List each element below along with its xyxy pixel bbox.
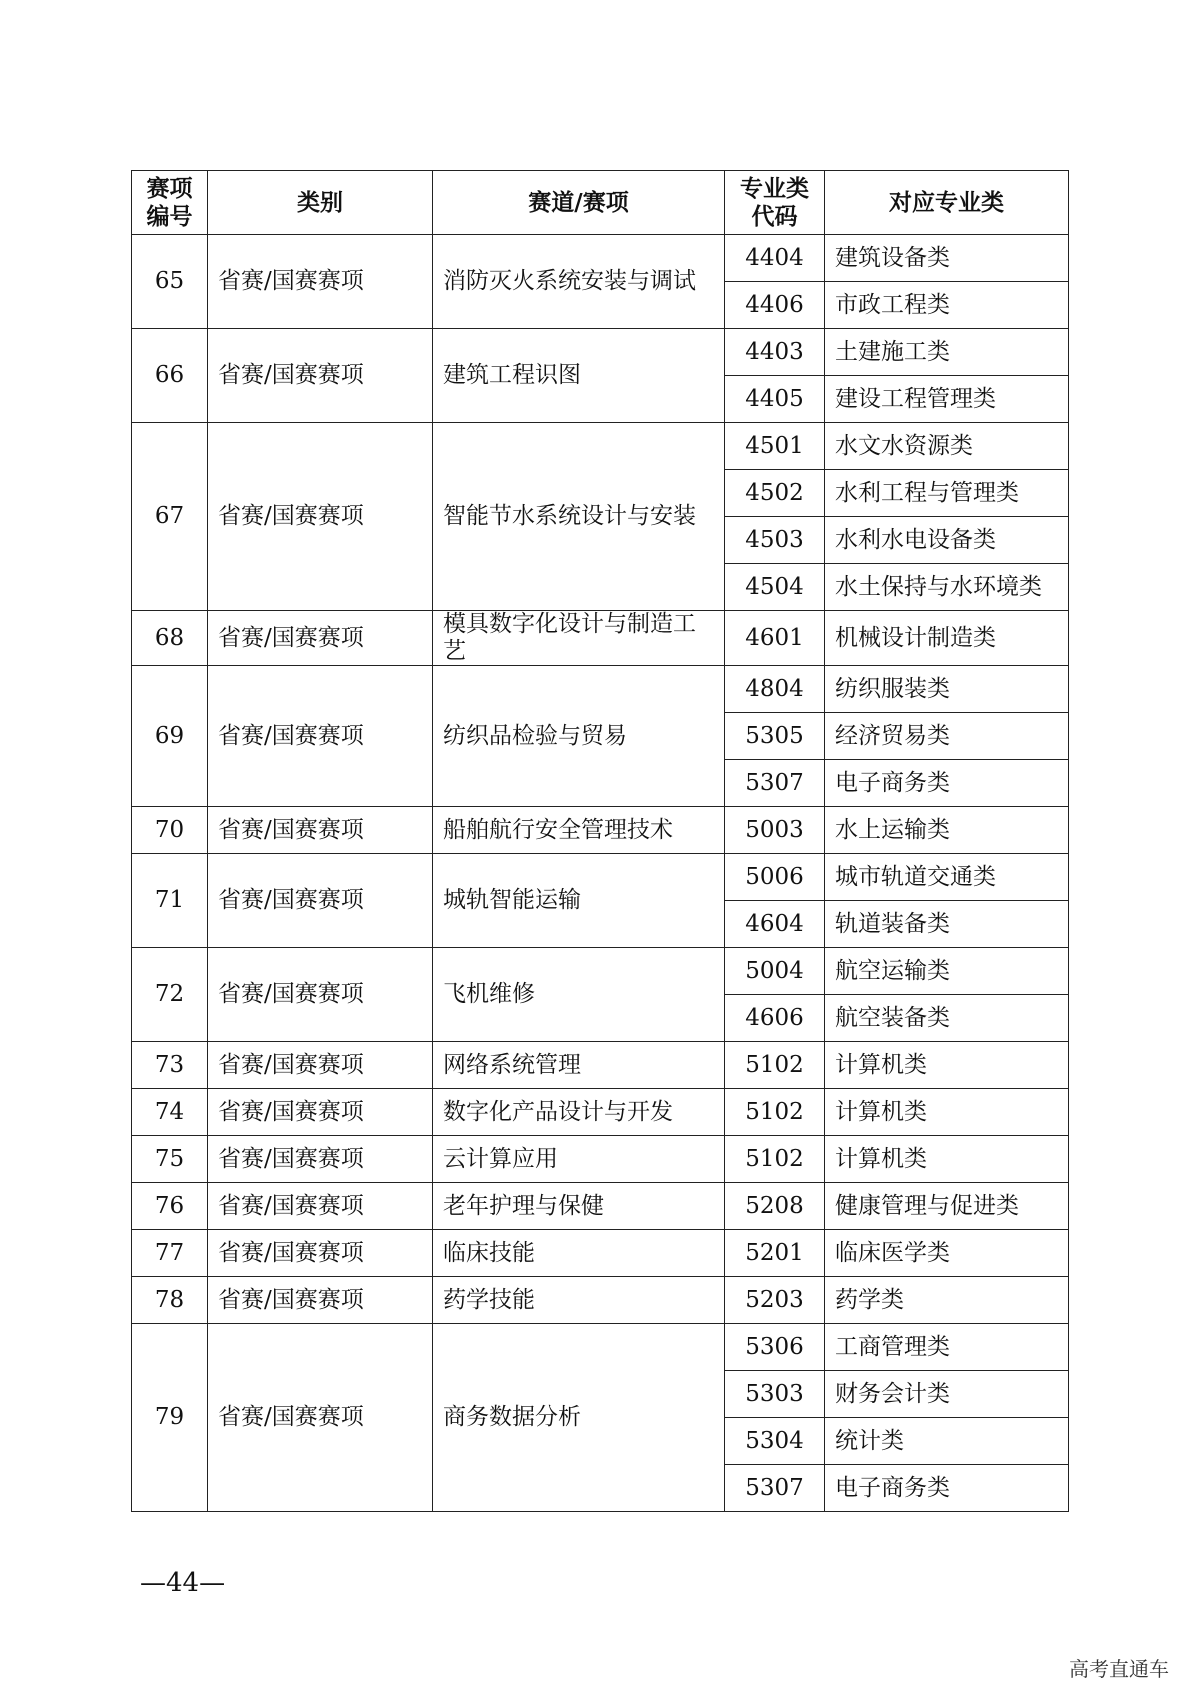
major-code-cell: 4503 (725, 517, 825, 564)
major-name-cell: 电子商务类 (825, 1465, 1069, 1512)
header-category: 类别 (208, 171, 433, 235)
major-name-cell: 建设工程管理类 (825, 376, 1069, 423)
table-row (132, 1089, 1069, 1136)
major-code-cell: 4804 (725, 666, 825, 713)
major-code-cell: 4502 (725, 470, 825, 517)
event-cell: 船舶航行安全管理技术 (433, 807, 725, 854)
event-cell: 飞机维修 (433, 948, 725, 1042)
major-code-cell: 5102 (725, 1136, 825, 1183)
num-cell: 71 (132, 854, 208, 948)
num-cell: 66 (132, 329, 208, 423)
category-cell: 省赛/国赛赛项 (208, 611, 433, 666)
major-name-cell: 统计类 (825, 1418, 1069, 1465)
header-major: 对应专业类 (825, 171, 1069, 235)
header-event: 赛道/赛项 (433, 171, 725, 235)
major-code-cell: 5306 (725, 1324, 825, 1371)
category-cell: 省赛/国赛赛项 (208, 854, 433, 948)
table-row (132, 854, 1069, 901)
major-name-cell: 航空装备类 (825, 995, 1069, 1042)
event-cell: 智能节水系统设计与安装 (433, 423, 725, 611)
major-name-cell: 临床医学类 (825, 1230, 1069, 1277)
category-cell: 省赛/国赛赛项 (208, 423, 433, 611)
num-cell: 72 (132, 948, 208, 1042)
major-name-cell: 土建施工类 (825, 329, 1069, 376)
event-cell: 模具数字化设计与制造工艺 (433, 611, 725, 666)
table-row (132, 329, 1069, 376)
num-cell: 73 (132, 1042, 208, 1089)
watermark-text: 高考直通车 (1069, 1657, 1169, 1681)
major-code-cell: 5203 (725, 1277, 825, 1324)
major-name-cell: 电子商务类 (825, 760, 1069, 807)
table-row (132, 1324, 1069, 1371)
major-name-cell: 城市轨道交通类 (825, 854, 1069, 901)
major-name-cell: 水利水电设备类 (825, 517, 1069, 564)
header-num: 赛项 编号 (132, 171, 208, 235)
num-cell: 65 (132, 235, 208, 329)
table-row (132, 1230, 1069, 1277)
table-row (132, 948, 1069, 995)
table-row (132, 235, 1069, 282)
event-cell: 城轨智能运输 (433, 854, 725, 948)
num-cell: 69 (132, 666, 208, 807)
event-cell: 建筑工程识图 (433, 329, 725, 423)
category-cell: 省赛/国赛赛项 (208, 329, 433, 423)
header-code: 专业类 代码 (725, 171, 825, 235)
major-name-cell: 纺织服装类 (825, 666, 1069, 713)
major-name-cell: 水上运输类 (825, 807, 1069, 854)
major-code-cell: 5102 (725, 1042, 825, 1089)
table-row (132, 1277, 1069, 1324)
major-name-cell: 市政工程类 (825, 282, 1069, 329)
major-name-cell: 药学类 (825, 1277, 1069, 1324)
major-name-cell: 轨道装备类 (825, 901, 1069, 948)
category-cell: 省赛/国赛赛项 (208, 1324, 433, 1512)
category-cell: 省赛/国赛赛项 (208, 807, 433, 854)
category-cell: 省赛/国赛赛项 (208, 1089, 433, 1136)
event-cell: 纺织品检验与贸易 (433, 666, 725, 807)
category-cell: 省赛/国赛赛项 (208, 1136, 433, 1183)
num-cell: 78 (132, 1277, 208, 1324)
major-name-cell: 水利工程与管理类 (825, 470, 1069, 517)
table-row (132, 1042, 1069, 1089)
major-code-cell: 5307 (725, 760, 825, 807)
num-cell: 68 (132, 611, 208, 666)
major-code-cell: 5201 (725, 1230, 825, 1277)
category-cell: 省赛/国赛赛项 (208, 948, 433, 1042)
major-code-cell: 5003 (725, 807, 825, 854)
category-cell: 省赛/国赛赛项 (208, 235, 433, 329)
major-code-cell: 4403 (725, 329, 825, 376)
major-code-cell: 5102 (725, 1089, 825, 1136)
num-cell: 77 (132, 1230, 208, 1277)
category-cell: 省赛/国赛赛项 (208, 1183, 433, 1230)
major-name-cell: 财务会计类 (825, 1371, 1069, 1418)
major-name-cell: 工商管理类 (825, 1324, 1069, 1371)
num-cell: 75 (132, 1136, 208, 1183)
major-name-cell: 计算机类 (825, 1089, 1069, 1136)
table-row (132, 1183, 1069, 1230)
category-cell: 省赛/国赛赛项 (208, 666, 433, 807)
table-row (132, 666, 1069, 713)
major-name-cell: 计算机类 (825, 1042, 1069, 1089)
competition-major-table (131, 170, 1069, 1512)
event-cell: 临床技能 (433, 1230, 725, 1277)
page-number: —44— (140, 1568, 226, 1598)
event-cell: 药学技能 (433, 1277, 725, 1324)
major-code-cell: 4405 (725, 376, 825, 423)
major-name-cell: 机械设计制造类 (825, 611, 1069, 666)
table-body (132, 235, 1069, 1512)
table-row (132, 807, 1069, 854)
major-name-cell: 建筑设备类 (825, 235, 1069, 282)
major-code-cell: 5208 (725, 1183, 825, 1230)
table-row (132, 423, 1069, 470)
event-cell: 商务数据分析 (433, 1324, 725, 1512)
event-cell: 云计算应用 (433, 1136, 725, 1183)
major-code-cell: 4604 (725, 901, 825, 948)
event-cell: 网络系统管理 (433, 1042, 725, 1089)
num-cell: 70 (132, 807, 208, 854)
major-code-cell: 4504 (725, 564, 825, 611)
major-name-cell: 计算机类 (825, 1136, 1069, 1183)
major-code-cell: 4404 (725, 235, 825, 282)
major-name-cell: 航空运输类 (825, 948, 1069, 995)
category-cell: 省赛/国赛赛项 (208, 1042, 433, 1089)
major-code-cell: 4406 (725, 282, 825, 329)
major-code-cell: 5006 (725, 854, 825, 901)
major-code-cell: 4606 (725, 995, 825, 1042)
num-cell: 67 (132, 423, 208, 611)
major-code-cell: 5307 (725, 1465, 825, 1512)
major-name-cell: 水土保持与水环境类 (825, 564, 1069, 611)
major-code-cell: 4601 (725, 611, 825, 666)
num-cell: 79 (132, 1324, 208, 1512)
event-cell: 数字化产品设计与开发 (433, 1089, 725, 1136)
major-code-cell: 5304 (725, 1418, 825, 1465)
category-cell: 省赛/国赛赛项 (208, 1277, 433, 1324)
event-cell: 消防灭火系统安装与调试 (433, 235, 725, 329)
major-code-cell: 4501 (725, 423, 825, 470)
major-name-cell: 经济贸易类 (825, 713, 1069, 760)
table-header-row (132, 171, 1069, 235)
major-name-cell: 健康管理与促进类 (825, 1183, 1069, 1230)
table-row (132, 1136, 1069, 1183)
category-cell: 省赛/国赛赛项 (208, 1230, 433, 1277)
major-code-cell: 5303 (725, 1371, 825, 1418)
num-cell: 74 (132, 1089, 208, 1136)
major-code-cell: 5305 (725, 713, 825, 760)
table-row (132, 611, 1069, 666)
major-name-cell: 水文水资源类 (825, 423, 1069, 470)
num-cell: 76 (132, 1183, 208, 1230)
major-code-cell: 5004 (725, 948, 825, 995)
event-cell: 老年护理与保健 (433, 1183, 725, 1230)
